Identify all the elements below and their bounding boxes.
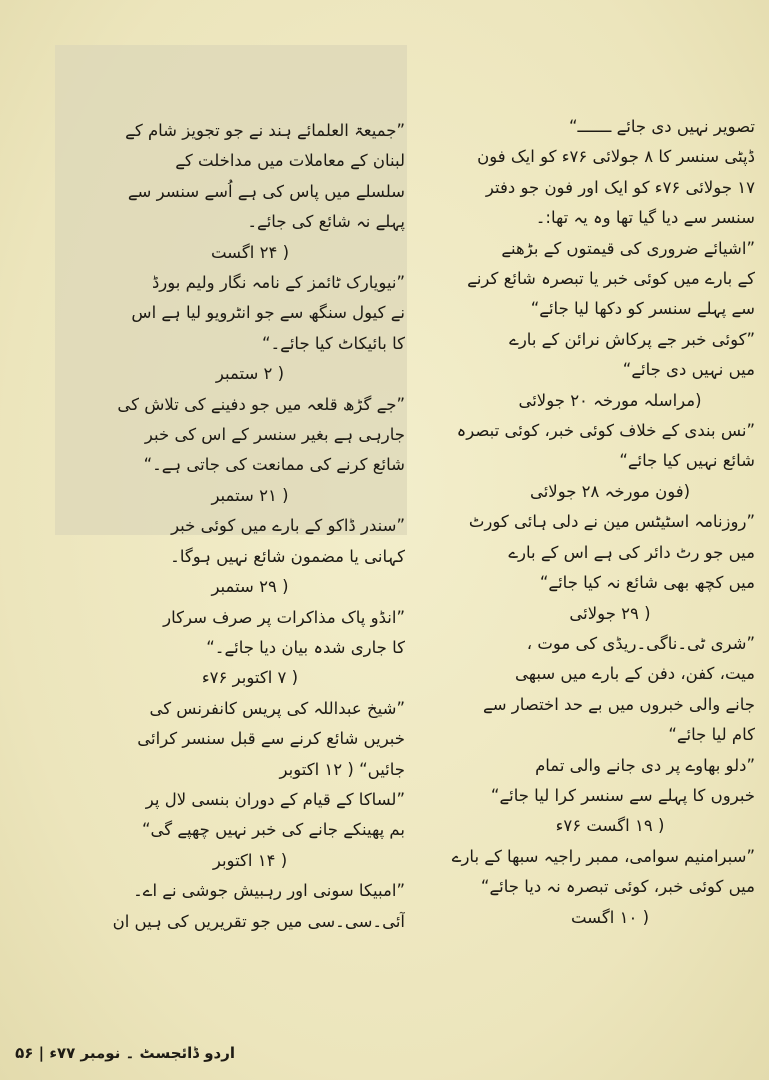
text-line: ”کوئی خبر جے پرکاش نرائن کے بارے xyxy=(509,329,755,349)
text-line: کے بارے میں کوئی خبر یا تبصرہ شائع کرنے xyxy=(467,269,755,289)
text-line: میں کوئی خبر، کوئی تبصرہ نہ دیا جائے“ xyxy=(480,877,755,897)
text-line: ”لساکا کے قیام کے دوران بنسی لال پر xyxy=(145,789,405,809)
text-line: ۱۷ جولائی ۷۶ء کو ایک اور فون جو دفتر xyxy=(485,177,755,197)
text-line: کا جاری شدہ بیان دیا جائے۔“ xyxy=(206,637,405,657)
text-line: نے کیول سنگھ سے جو انٹرویو لیا ہے اس xyxy=(131,303,405,323)
text-line: خبریں شائع کرنے سے قبل سنسر کرائی xyxy=(137,729,405,749)
text-line: ”سبرامنیم سوامی، ممبر راجیہ سبھا کے بارے xyxy=(451,846,755,866)
left-text-column xyxy=(95,116,405,937)
text-line: سے پہلے سنسر کو دکھا لیا جائے“ xyxy=(530,299,755,319)
date-line: ( ۲۴ اگست xyxy=(210,242,290,262)
text-line: میں جو رٹ دائر کی ہے اس کے بارے xyxy=(508,542,755,562)
text-line: شائع کرنے کی ممانعت کی جاتی ہے۔“ xyxy=(143,455,405,475)
date-line: ( ۱۴ اکتوبر xyxy=(212,850,288,870)
text-line: ڈپٹی سنسر کا ۸ جولائی ۷۶ء کو ایک فون xyxy=(477,147,755,167)
text-line: میں کچھ بھی شائع نہ کیا جائے“ xyxy=(539,573,755,593)
text-line: ”دلو بھاوے پر دی جانے والی تمام xyxy=(535,755,755,775)
text-line: کہانی یا مضمون شائع نہیں ہوگا۔ xyxy=(170,546,405,566)
text-line: تصویر نہیں دی جائے ـــــــ“ xyxy=(568,117,755,136)
right-text-column xyxy=(425,112,755,933)
text-line: ”شیخ عبداللہ کی پریس کانفرنس کی xyxy=(149,698,405,718)
date-line: ( ۱۰ اگست xyxy=(570,907,650,927)
date-line: (مراسلہ مورخہ ۲۰ جولائی xyxy=(518,390,702,410)
text-line: کا بائیکاٹ کیا جائے۔“ xyxy=(261,333,405,353)
text-line: ”سندر ڈاکو کے بارے میں کوئی خبر xyxy=(171,516,405,536)
text-line: ”جمیعۃ العلمائے ہند نے جو تجویز شام کے xyxy=(125,121,405,140)
text-line: آئی۔سی۔سی میں جو تقریریں کی ہیں ان xyxy=(112,911,405,931)
text-line: جانے والی خبروں میں بے حد اختصار سے xyxy=(483,694,755,714)
text-line: لبنان کے معاملات میں مداخلت کے xyxy=(175,151,405,171)
text-line: بم پھینکے جانے کی خبر نہیں چھپے گی“ xyxy=(141,820,405,840)
text-line: ”جے گڑھ قلعہ میں جو دفینے کی تلاش کی xyxy=(117,394,405,414)
text-line: پہلے نہ شائع کی جائے۔ xyxy=(247,212,405,232)
date-line: (فون مورخہ ۲۸ جولائی xyxy=(529,481,691,501)
text-line: جارہی ہے بغیر سنسر کے اس کی خبر xyxy=(144,425,405,445)
text-line: جائیں“ ( ۱۲ اکتوبر xyxy=(279,759,405,779)
date-line: ( ۱۹ اگست ۷۶ء xyxy=(555,816,665,836)
date-line: ( ۲ ستمبر xyxy=(215,364,285,384)
text-line: ”نیویارک ٹائمز کے نامہ نگار ولیم بورڈ xyxy=(151,273,405,293)
text-line: شائع نہیں کیا جائے“ xyxy=(619,451,755,471)
date-line: ( ۲۹ جولائی xyxy=(569,603,651,623)
text-line: ”روزنامہ اسٹیٹس مین نے دلی ہائی کورٹ xyxy=(468,512,755,532)
date-line: ( ۲۱ ستمبر xyxy=(211,485,289,505)
text-line: ”انڈو پاک مذاکرات پر صرف سرکار xyxy=(163,607,405,627)
page-footer: اردو ڈائجسٹ ۔ نومبر ۷۷ء | ۵۶ xyxy=(15,1044,235,1062)
text-line: میت، کفن، دفن کے بارے میں سبھی xyxy=(514,664,755,684)
text-line: کام لیا جائے“ xyxy=(668,725,755,745)
text-line: ”نس بندی کے خلاف کوئی خبر، کوئی تبصرہ xyxy=(456,421,755,441)
date-line: ( ۷ اکتوبر ۷۶ء xyxy=(201,668,299,688)
text-line: سنسر سے دیا گیا تھا وہ یہ تھا:۔ xyxy=(535,208,755,228)
date-line: ( ۲۹ ستمبر xyxy=(211,577,289,597)
text-line: ”اشیائے ضروری کی قیمتوں کے بڑھنے xyxy=(501,238,755,258)
text-line: ”شری ٹی۔ناگی۔ریڈی کی موت ، xyxy=(526,633,755,653)
text-line: ”امبیکا سونی اور رہبیش جوشی نے اے۔ xyxy=(133,881,405,901)
text-line: خبروں کا پہلے سے سنسر کرا لیا جائے“ xyxy=(490,785,755,805)
text-line: سلسلے میں پاس کی ہے اُسے سنسر سے xyxy=(127,181,405,201)
text-line: میں نہیں دی جائے“ xyxy=(622,360,755,380)
